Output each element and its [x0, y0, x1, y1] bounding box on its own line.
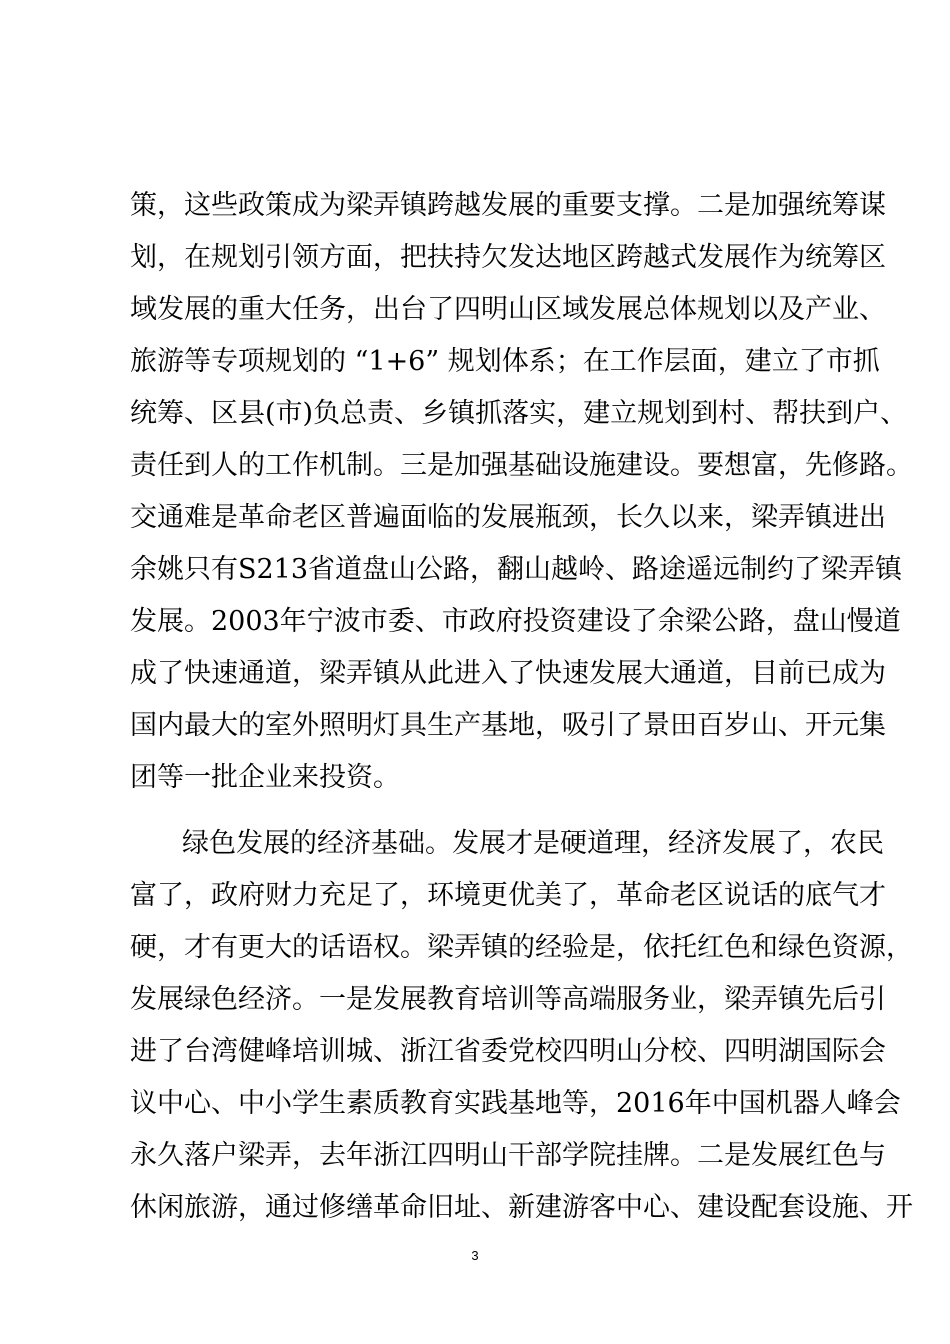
paragraph-gap	[130, 804, 830, 818]
text-line: 余姚只有S213省道盘山公路，翻山越岭、路途遥远制约了梁弄镇	[130, 554, 903, 585]
text-line: 团等一批企业来投资。	[130, 762, 400, 793]
text-line: 议中心、中小学生素质教育实践基地等，2016年中国机器人峰会	[130, 1088, 901, 1119]
text-line: 永久落户梁弄，去年浙江四明山干部学院挂牌。二是发展红色与	[130, 1140, 886, 1171]
text-line: 统筹、区县(市)负总责、乡镇抓落实，建立规划到村、帮扶到户、	[130, 398, 908, 429]
text-line: 策，这些政策成为梁弄镇跨越发展的重要支撑。二是加强统筹谋	[130, 190, 886, 221]
text-line: 绿色发展的经济基础。发展才是硬道理，经济发展了，农民	[182, 828, 884, 859]
paragraph	[130, 180, 913, 804]
text-line: 交通难是革命老区普遍面临的发展瓶颈，长久以来，梁弄镇进出	[130, 502, 886, 533]
text-line: 国内最大的室外照明灯具生产基地，吸引了景田百岁山、开元集	[130, 710, 886, 741]
text-line: 划，在规划引领方面，把扶持欠发达地区跨越式发展作为统筹区	[130, 242, 886, 273]
text-line: 进了台湾健峰培训城、浙江省委党校四明山分校、四明湖国际会	[130, 1036, 886, 1067]
text-line: 成了快速通道，梁弄镇从此进入了快速发展大通道，目前已成为	[130, 658, 886, 689]
page-number: 3	[471, 1248, 479, 1263]
text-line: 富了，政府财力充足了，环境更优美了，革命老区说话的底气才	[130, 880, 886, 911]
paragraph	[130, 818, 913, 1234]
text-line: 硬，才有更大的话语权。梁弄镇的经验是，依托红色和绿色资源，	[130, 932, 913, 963]
text-line: 责任到人的工作机制。三是加强基础设施建设。要想富，先修路。	[130, 450, 913, 481]
document-body	[130, 180, 913, 1234]
text-line: 域发展的重大任务，出台了四明山区域发展总体规划以及产业、	[130, 294, 886, 325]
text-line: 发展。2003年宁波市委、市政府投资建设了余梁公路，盘山慢道	[130, 606, 901, 637]
text-line: 旅游等专项规划的 “1+6” 规划体系；在工作层面，建立了市抓	[130, 346, 880, 377]
text-line: 休闲旅游，通过修缮革命旧址、新建游客中心、建设配套设施、开	[130, 1192, 913, 1223]
text-line: 发展绿色经济。一是发展教育培训等高端服务业，梁弄镇先后引	[130, 984, 886, 1015]
